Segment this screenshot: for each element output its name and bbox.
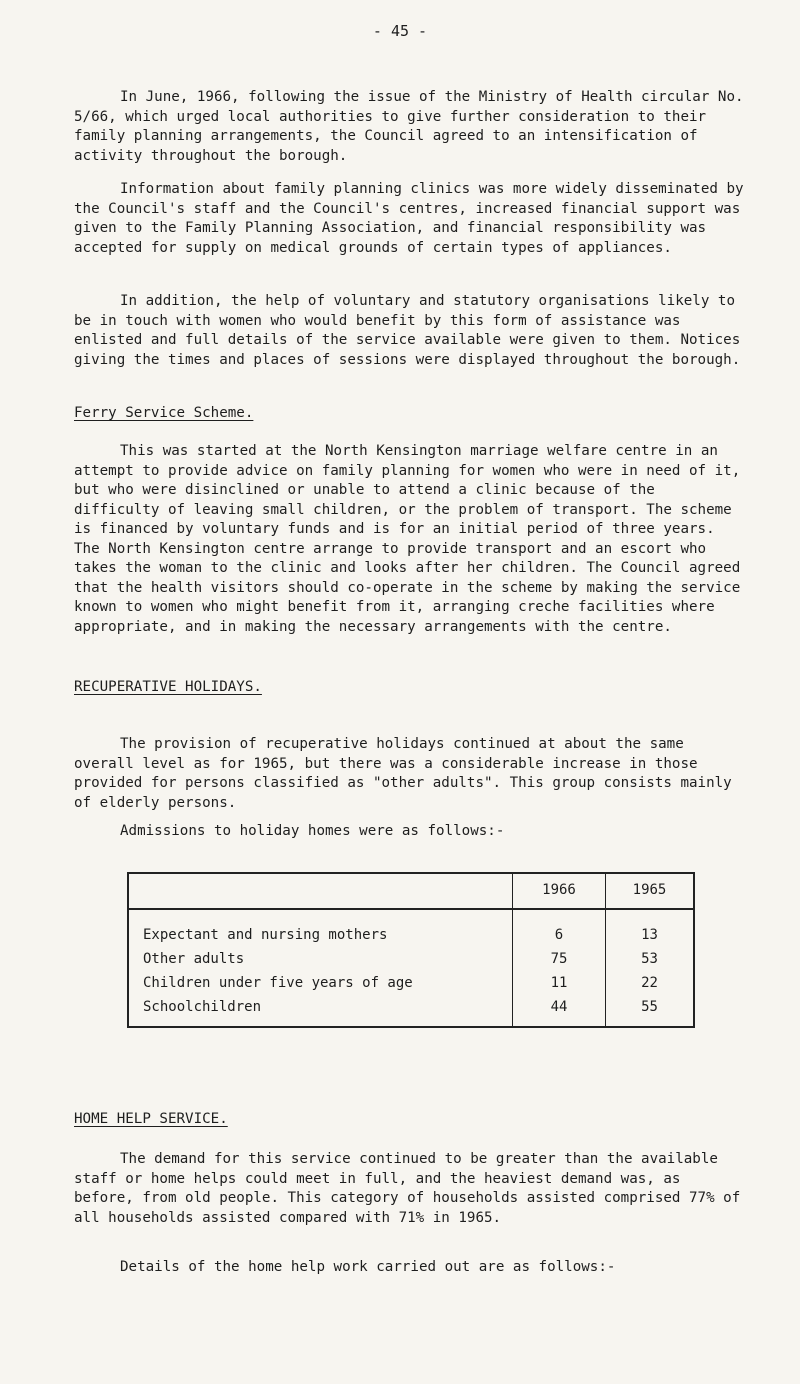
cell-1966: 11 bbox=[513, 972, 606, 996]
section-heading: Ferry Service Scheme. bbox=[74, 405, 254, 421]
paragraph-text: Details of the home help work carried out are as follows:- bbox=[120, 1259, 616, 1275]
paragraph-home-help bbox=[74, 1150, 746, 1228]
table-header-row bbox=[128, 873, 694, 909]
table-row bbox=[128, 948, 694, 972]
cell-1965: 53 bbox=[641, 951, 658, 968]
cell-1965: 55 bbox=[641, 999, 658, 1016]
row-label: Expectant and nursing mothers bbox=[143, 927, 388, 944]
row-label: Children under five years of age bbox=[143, 975, 413, 992]
header-cell-label bbox=[128, 873, 513, 909]
paragraph-recuperative bbox=[74, 735, 746, 813]
paragraph-admissions-intro bbox=[74, 822, 746, 842]
paragraph-information bbox=[74, 180, 746, 258]
section-heading: RECUPERATIVE HOLIDAYS. bbox=[74, 679, 262, 695]
section-heading: HOME HELP SERVICE. bbox=[74, 1111, 228, 1127]
cell-1966: 6 bbox=[513, 909, 606, 948]
paragraph-text: Admissions to holiday homes were as follows:- bbox=[120, 823, 505, 839]
cell-1965: 13 bbox=[641, 927, 658, 944]
section-heading-home-help bbox=[74, 1110, 746, 1130]
paragraph-circular bbox=[74, 88, 746, 166]
paragraph-home-help-details bbox=[74, 1258, 746, 1278]
paragraph-voluntary-help bbox=[74, 292, 746, 370]
table-row bbox=[128, 996, 694, 1027]
section-heading-recuperative bbox=[74, 678, 746, 698]
paragraph-text: In addition, the help of voluntary and statutory organisations likely to be in touch with women who would benefit by this form of assistance was enlisted and full details of the service available were given to them. Notices giving the times and places of sessions were displayed throughout the borough. bbox=[74, 293, 741, 368]
section-heading-ferry bbox=[74, 404, 746, 424]
header-cell-1966: 1966 bbox=[513, 873, 606, 909]
cell-1966: 75 bbox=[513, 948, 606, 972]
paragraph-text: The demand for this service continued to be greater than the available staff or home helps could meet in full, and the heaviest demand was, as before, from old people. This category of households assisted comprised 77% of all households assisted compared with 71% in 1965. bbox=[74, 1151, 741, 1226]
paragraph-text: This was started at the North Kensington marriage welfare centre in an attempt to provide advice on family planning for women who were in need of it, but who were disinclined or unable to attend a clinic because of the difficulty of leaving small children, or the problem of transport. The scheme is financed by voluntary funds and is for an initial period of three years. The North Kensington centre arrange to provide transport and an escort who takes the woman to the clinic and looks after her children. The Council agreed that the health visitors should co-operate in the scheme by making the service known to women who might benefit from it, arranging creche facilities where appropriate, and in making the necessary arrangements with the centre. bbox=[74, 443, 741, 635]
row-label: Other adults bbox=[143, 951, 245, 968]
table-row bbox=[128, 909, 694, 948]
paragraph-text: Information about family planning clinics was more widely disseminated by the Council's staff and the Council's centres, increased financial support was given to the Family Planning Association, and financial responsibility was accepted for supply on medical grounds of certain types of appliances. bbox=[74, 181, 744, 256]
paragraph-ferry bbox=[74, 442, 746, 637]
cell-1966: 44 bbox=[513, 996, 606, 1027]
page-number: - 45 - bbox=[372, 22, 428, 40]
row-label: Schoolchildren bbox=[143, 999, 262, 1016]
header-cell-1965: 1965 bbox=[606, 873, 695, 909]
cell-1965: 22 bbox=[641, 975, 658, 992]
paragraph-text: In June, 1966, following the issue of the Ministry of Health circular No. 5/66, which urged local authorities to give further consideration to their family planning arrangements, the Council agreed to an intensification of activity throughout the borough. bbox=[74, 89, 744, 164]
paragraph-text: The provision of recuperative holidays continued at about the same overall level as for 1965, but there was a considerable increase in those provided for persons classified as "other adults". This group consists mainly of elderly persons. bbox=[74, 736, 732, 811]
table-row bbox=[128, 972, 694, 996]
admissions-table bbox=[127, 872, 695, 1028]
